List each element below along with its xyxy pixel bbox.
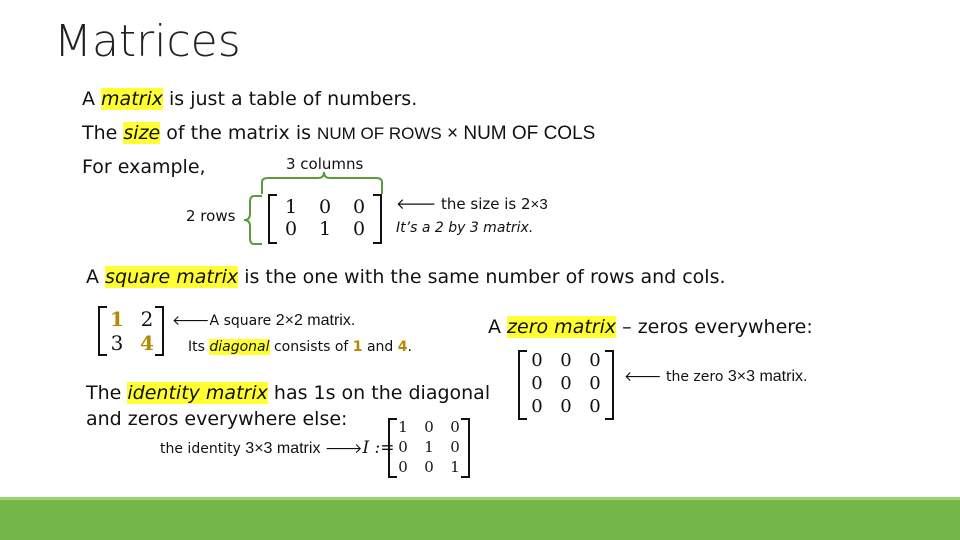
identity-definition [86,382,490,404]
matrix-cell: 0 [318,196,332,218]
zero-pre: A [488,316,508,338]
size-note-times: × [530,196,540,213]
zero-note-pre: the zero [666,369,728,385]
matrix-cell: 0 [531,373,543,394]
diag-mid: consists of [269,339,353,355]
identity-definition-line2: and zeros everywhere else: [86,408,348,430]
matrix-cell: 1 [318,218,332,240]
matrix-cell: 0 [560,396,572,417]
matrix-cell: 2 [140,307,154,331]
square-note-dim: 2×2 matrix. [275,312,356,329]
footer-bar [0,500,960,540]
matrix-cell: 0 [531,396,543,417]
example-label: For example, [82,156,206,178]
size-subnote: It’s a 2 by 3 matrix. [396,220,534,236]
left-arrow-icon: 🡐 [172,313,210,329]
size-note-num: 3 [539,196,548,213]
matrix-cell: 0 [352,218,366,240]
matrix-cell: 0 [284,218,298,240]
square-note-pre: A square [209,313,276,329]
columns-label: 3 columns [286,155,364,173]
matrix-cell: 0 [589,350,601,371]
slide-title: Matrices [54,16,241,67]
example-matrix [268,194,382,244]
square-post: is the one with the same number of rows and cols. [238,266,726,288]
right-bracket [373,194,382,244]
term-matrix: matrix [101,88,163,110]
matrix-cell: 0 [450,418,460,436]
term-size: size [123,122,161,144]
size-note-text: the size is 2 [441,195,531,213]
matrix-cell: 0 [352,196,366,218]
cols-caps: NUM OF COLS [463,123,596,144]
matrix-cell: 0 [450,438,460,456]
identity-symbol: I := [362,438,395,458]
diag-end: . [407,339,412,355]
zero-post: – zeros everywhere: [616,316,813,338]
left-arrow-icon: 🡐 [624,369,662,385]
line2-pre: The [82,122,124,144]
matrix-cell: 4 [140,331,154,355]
square-matrix [98,306,164,356]
right-arrow-icon: 🡒 [324,441,363,457]
zero-definition [488,316,813,338]
term-identity-matrix: identity matrix [127,382,268,404]
matrix-cell: 0 [531,350,543,371]
matrix-cell: 1 [284,196,298,218]
rows-brace [240,194,266,246]
matrix-cell: 0 [589,373,601,394]
size-note [396,194,548,213]
matrix-cell: 1 [110,307,124,331]
matrix-cell: 0 [398,458,408,476]
square-definition [86,266,726,288]
matrix-cell: 1 [398,418,408,436]
identity-note-pre: the identity [160,441,246,457]
diag-value-1: 1 [352,339,363,355]
matrix-cell: 0 [589,396,601,417]
matrix-cell: 1 [424,438,434,456]
diagonal-note [188,339,412,355]
line1-post: is just a table of numbers. [162,88,418,110]
term-diagonal: diagonal [209,339,270,355]
size-definition [82,122,595,145]
matrix-cell: 0 [398,438,408,456]
diag-value-2: 4 [397,339,408,355]
term-square-matrix: square matrix [105,266,239,288]
zero-note [624,368,807,386]
identity-pre: The [86,382,128,404]
times-sign: × [441,123,464,144]
matrix-cell: 3 [110,331,124,355]
term-zero-matrix: zero matrix [507,316,617,338]
line2-mid: of the matrix is [160,122,318,144]
matrix-cell: 0 [560,373,572,394]
rows-label: 2 rows [186,207,236,225]
identity-post: has 1s on the diagonal [267,382,491,404]
matrix-cell: 0 [560,350,572,371]
columns-brace [258,170,388,196]
matrix-cell: 1 [450,458,460,476]
left-arrow-icon: 🡐 [396,195,437,213]
matrix-definition [82,88,417,110]
zero-matrix [518,350,614,420]
diag-pre: Its [188,339,210,355]
identity-note-dim: 3×3 matrix [245,440,325,457]
matrix-cell: 0 [424,458,434,476]
diag-and: and [362,339,398,355]
matrix-cell: 0 [424,418,434,436]
square-pre: A [86,266,106,288]
rows-caps: NUM OF ROWS [317,124,442,143]
square-note [172,312,355,330]
zero-note-dim: 3×3 matrix. [727,368,808,385]
identity-note [160,438,395,458]
identity-matrix [388,418,470,478]
line1-pre: A [82,88,102,110]
